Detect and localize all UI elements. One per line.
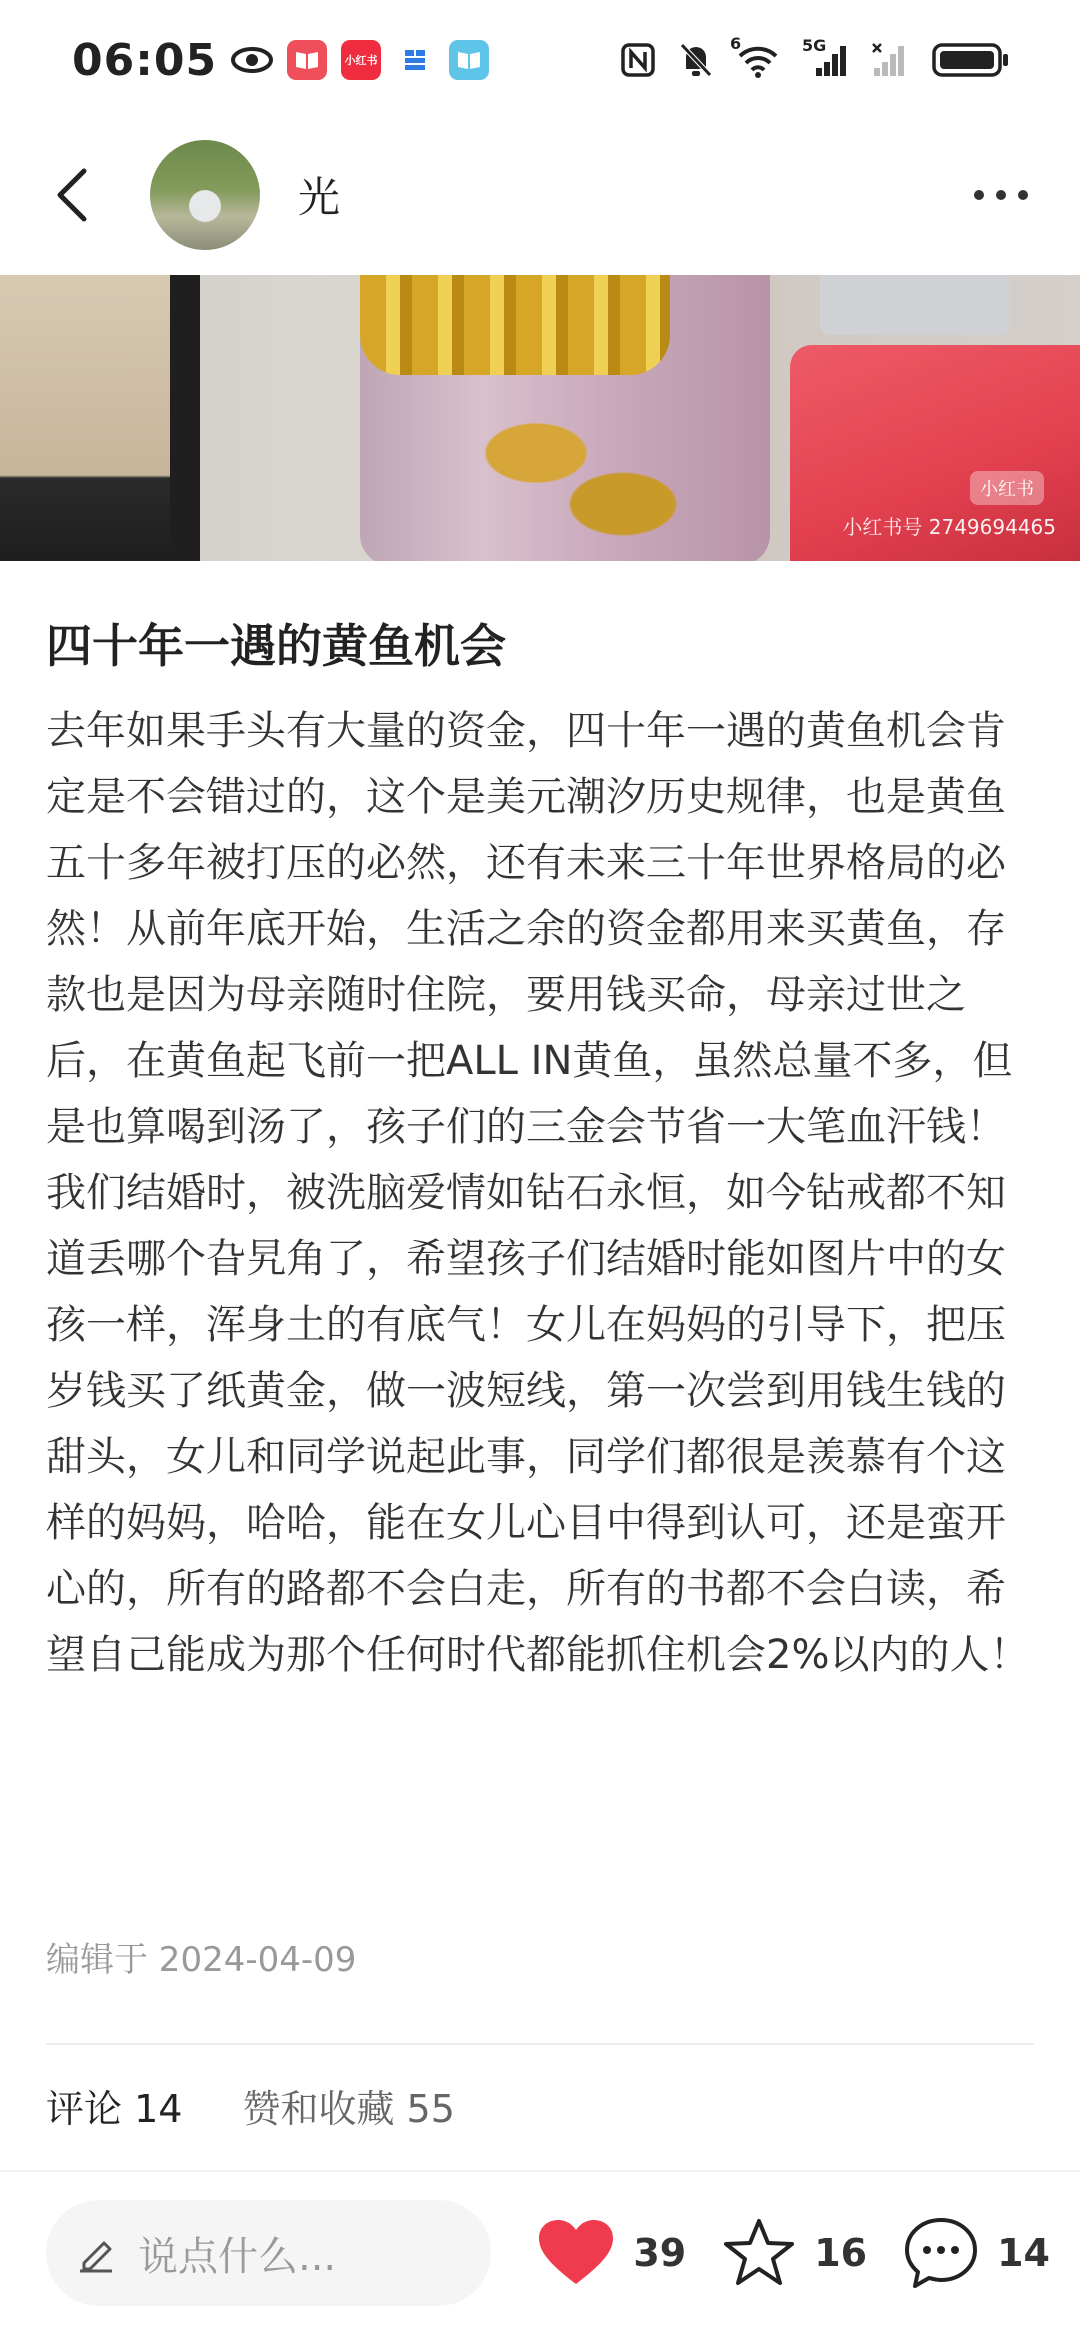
bottom-divider: [0, 2170, 1080, 2172]
chevron-left-icon: [52, 165, 92, 225]
photo-dragon-decoration: [420, 385, 710, 555]
xiaohongshu-app-icon: 小红书: [341, 40, 381, 80]
more-dot-icon: [974, 190, 984, 200]
post-header: [0, 130, 1080, 260]
photo-suitcase: [820, 275, 1010, 335]
network-type: 5G: [802, 36, 827, 55]
likes-collects-tab[interactable]: 赞和收藏 55: [242, 2087, 455, 2131]
comment-bubble-icon: [903, 2216, 979, 2290]
reader-icon: [449, 40, 489, 80]
watermark-logo: 小红书: [970, 471, 1044, 505]
comment-count: 14: [997, 2231, 1050, 2275]
comment-button[interactable]: [903, 2216, 1050, 2290]
back-button[interactable]: [34, 145, 110, 245]
red-book-icon: [287, 40, 327, 80]
mute-icon: [678, 38, 714, 82]
status-right: [620, 34, 1010, 82]
comment-input[interactable]: [46, 2200, 491, 2306]
nfc-icon: [620, 38, 656, 82]
like-count: 39: [633, 2231, 687, 2275]
author-name[interactable]: 光: [298, 173, 341, 222]
collect-count: 16: [814, 2231, 868, 2275]
more-dot-icon: [1018, 190, 1028, 200]
photo-gold-bars: [360, 275, 670, 375]
post-title: 四十年一遇的黄鱼机会: [46, 619, 506, 673]
status-bar: [0, 0, 1080, 120]
eye-icon: [231, 38, 273, 82]
battery-icon: [932, 38, 1010, 82]
like-button[interactable]: [537, 2218, 686, 2288]
edit-date: 编辑于 2024-04-09: [46, 1940, 357, 1980]
bottom-action-bar: [0, 2198, 1080, 2308]
star-icon: [722, 2217, 796, 2289]
watermark-id: 小红书号 2749694465: [842, 515, 1056, 539]
author-avatar[interactable]: [150, 140, 260, 250]
heart-icon: [537, 2218, 615, 2288]
wifi-icon: [730, 34, 780, 82]
wifi-number: 6: [730, 34, 742, 53]
signal-icon: [872, 38, 910, 82]
comments-tab[interactable]: 评论 14: [46, 2087, 183, 2131]
blue-grid-icon: [395, 40, 435, 80]
pencil-icon: [76, 2233, 116, 2273]
status-time: 06:05: [72, 34, 218, 86]
comment-placeholder: 说点什么...: [138, 2233, 337, 2280]
divider: [46, 2043, 1034, 2045]
more-options-button[interactable]: [956, 155, 1046, 235]
more-dot-icon: [996, 190, 1006, 200]
collect-button[interactable]: [722, 2217, 867, 2289]
post-stats: [46, 2078, 455, 2133]
signal-5g-icon: [802, 38, 850, 82]
post-body: 去年如果手头有大量的资金，四十年一遇的黄鱼机会肯定是不会错过的，这个是美元潮汐历史规律，也是黄鱼五十多年被打压的必然，还有未来三十年世界格局的必然！从前年底开始，生活之余的资金都用来买黄鱼，存款也是因为母亲随时住院，要用钱买命，母亲过世之后，在黄鱼起飞前一把ALL IN黄鱼，虽然总量不多，但是也算喝到汤了，孩子们的三金会节省一大笔血汗钱！我们结婚时，被洗脑爱情如钻石永恒，如今钻戒都不知道丢哪个旮旯角了，希望孩子们结婚时能如图片中的女孩一样，浑身土的有底气！女儿在妈妈的引导下，把压岁钱买了纸黄金，做一波短线，第一次尝到用钱生钱的甜头，女儿和同学说起此事，同学们都很是羡慕有个这样的妈妈，哈哈，能在女儿心目中得到认可，还是蛮开心的，所有的路都不会白走，所有的书都不会白读，希望自己能成为那个任何时代都能抓住机会2%以内的人！: [46, 708, 1030, 1678]
post-image[interactable]: [0, 275, 1080, 561]
status-left: [72, 35, 489, 86]
photo-chair-leg: [170, 275, 200, 561]
